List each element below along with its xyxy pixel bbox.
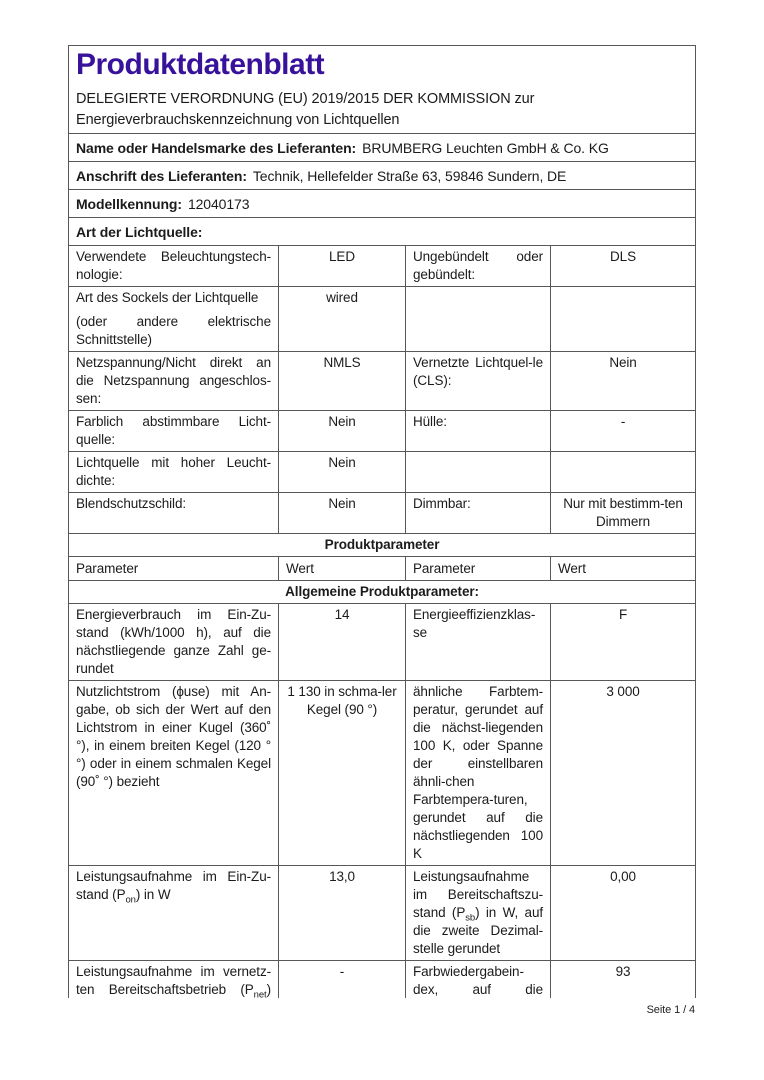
value-cell: 14 bbox=[279, 604, 406, 681]
parameter-cell: Verwendete Beleuchtungstech-nologie: bbox=[69, 246, 279, 287]
table-row bbox=[69, 452, 696, 493]
cell-paragraph: Art des Sockels der Lichtquelle bbox=[76, 290, 259, 305]
light-source-type-heading-row bbox=[69, 218, 696, 246]
value-cell: 0,00 bbox=[551, 866, 696, 961]
parameter-cell: Energieeffizienzklas-se bbox=[406, 604, 551, 681]
parameter-cell: Ungebündelt oder gebündelt: bbox=[406, 246, 551, 287]
page-number: Seite 1 / 4 bbox=[646, 1004, 695, 1016]
title-cell bbox=[69, 46, 696, 134]
group-title: Allgemeine Produktparameter: bbox=[69, 581, 696, 604]
parameter-cell: ähnliche Farbtem-peratur, gerundet auf die nächst-liegenden 100 K, oder Spanne der einstellbaren ähnli-chen Farbtempera-turen, gerundet auf die nächstliegenden 100 K bbox=[406, 681, 551, 866]
parameter-cell: Vernetzte Lichtquel-le (CLS): bbox=[406, 352, 551, 411]
parameter-cell bbox=[406, 452, 551, 493]
value-cell: DLS bbox=[551, 246, 696, 287]
value-cell: Nein bbox=[551, 352, 696, 411]
field-value: 12040173 bbox=[187, 195, 250, 212]
table-row bbox=[69, 681, 696, 866]
value-cell: 3 000 bbox=[551, 681, 696, 866]
column-header: Parameter bbox=[69, 557, 279, 581]
value-cell: wired bbox=[279, 287, 406, 352]
column-header: Parameter bbox=[406, 557, 551, 581]
value-cell bbox=[551, 452, 696, 493]
general-parameters-heading-row bbox=[69, 581, 696, 604]
column-header: Wert bbox=[279, 557, 406, 581]
table-row bbox=[69, 866, 696, 961]
regulation-line-1: DELEGIERTE VERORDNUNG (EU) 2019/2015 DER KOMMISSION zur bbox=[76, 91, 535, 107]
parameter-cell: Lichtquelle mit hoher Leucht-dichte: bbox=[69, 452, 279, 493]
field-value: BRUMBERG Leuchten GmbH & Co. KG bbox=[362, 139, 609, 156]
title-row bbox=[69, 46, 696, 134]
parameter-cell: Blendschutzschild: bbox=[69, 493, 279, 534]
page-title: Produktdatenblatt bbox=[76, 48, 325, 81]
model-id-row bbox=[69, 190, 696, 218]
value-cell: Nein bbox=[279, 493, 406, 534]
table-row bbox=[69, 246, 696, 287]
parameter-cell: Dimmbar: bbox=[406, 493, 551, 534]
column-header-row bbox=[69, 557, 696, 581]
datasheet-table bbox=[68, 45, 696, 998]
value-cell: 93 bbox=[551, 961, 696, 999]
section-title: Produktparameter bbox=[69, 534, 696, 557]
table-row bbox=[69, 961, 696, 999]
parameter-cell: Leistungsaufnahme im Bereitschaftszu-stand $(P_{sb})$ in W, auf die zweite Dezimal-stelle gerundet bbox=[406, 866, 551, 961]
product-parameters-heading-row bbox=[69, 534, 696, 557]
field-label: Name oder Handelsmarke des Lieferanten: bbox=[76, 139, 357, 156]
value-cell: Nein bbox=[279, 452, 406, 493]
parameter-cell: Nutzlichtstrom (ϕuse) mit An-gabe, ob sich der Wert auf den Lichtstrom in einer Kugel (360˚ °), in einem breiten Kegel (120 °°) oder in einem schmalen Kegel (90˚ °) bezieht bbox=[69, 681, 279, 866]
table-row bbox=[69, 604, 696, 681]
regulation-line-2: Energieverbrauchskennzeichnung von Lichtquellen bbox=[76, 112, 400, 128]
parameter-cell: Leistungsaufnahme im vernetz-ten Bereitschaftsbetrieb $(P_{net})$ bbox=[69, 961, 279, 999]
parameter-cell: Hülle: bbox=[406, 411, 551, 452]
info-cell bbox=[69, 162, 696, 190]
value-cell: Nein bbox=[279, 411, 406, 452]
table-row bbox=[69, 493, 696, 534]
supplier-name-row bbox=[69, 134, 696, 162]
value-cell: NMLS bbox=[279, 352, 406, 411]
info-cell bbox=[69, 190, 696, 218]
info-cell bbox=[69, 218, 696, 246]
parameter-cell bbox=[69, 287, 279, 352]
value-cell: LED bbox=[279, 246, 406, 287]
parameter-cell: Netzspannung/Nicht direkt an die Netzspannung angeschlos-sen: bbox=[69, 352, 279, 411]
parameter-cell: Energieverbrauch im Ein-Zu-stand (kWh/1000 h), auf die nächstliegende ganze Zahl ge-rundet bbox=[69, 604, 279, 681]
column-header: Wert bbox=[551, 557, 696, 581]
field-value: Technik, Hellefelder Straße 63, 59846 Sundern, DE bbox=[252, 167, 567, 184]
parameter-cell: Farblich abstimmbare Licht-quelle: bbox=[69, 411, 279, 452]
value-cell bbox=[551, 287, 696, 352]
parameter-cell: Leistungsaufnahme im Ein-Zu-stand $(P_{on})$ in W bbox=[69, 866, 279, 961]
value-cell: Nur mit bestimm-ten Dimmern bbox=[551, 493, 696, 534]
table-row bbox=[69, 352, 696, 411]
field-label: Art der Lichtquelle: bbox=[76, 223, 203, 240]
field-label: Anschrift des Lieferanten: bbox=[76, 167, 247, 184]
value-cell: - bbox=[551, 411, 696, 452]
table-row bbox=[69, 411, 696, 452]
field-label: Modellkennung: bbox=[76, 195, 182, 212]
cell-paragraph: (oder andere elektrische Schnittstelle) bbox=[76, 314, 271, 347]
parameter-cell bbox=[406, 287, 551, 352]
supplier-address-row bbox=[69, 162, 696, 190]
document-sheet bbox=[68, 45, 696, 998]
parameter-cell: Farbwiedergabein-dex, auf die bbox=[406, 961, 551, 999]
value-cell: 1 130 in schma-ler Kegel (90 °) bbox=[279, 681, 406, 866]
value-cell: - bbox=[279, 961, 406, 999]
value-cell: F bbox=[551, 604, 696, 681]
info-cell bbox=[69, 134, 696, 162]
value-cell: 13,0 bbox=[279, 866, 406, 961]
table-row bbox=[69, 287, 696, 352]
